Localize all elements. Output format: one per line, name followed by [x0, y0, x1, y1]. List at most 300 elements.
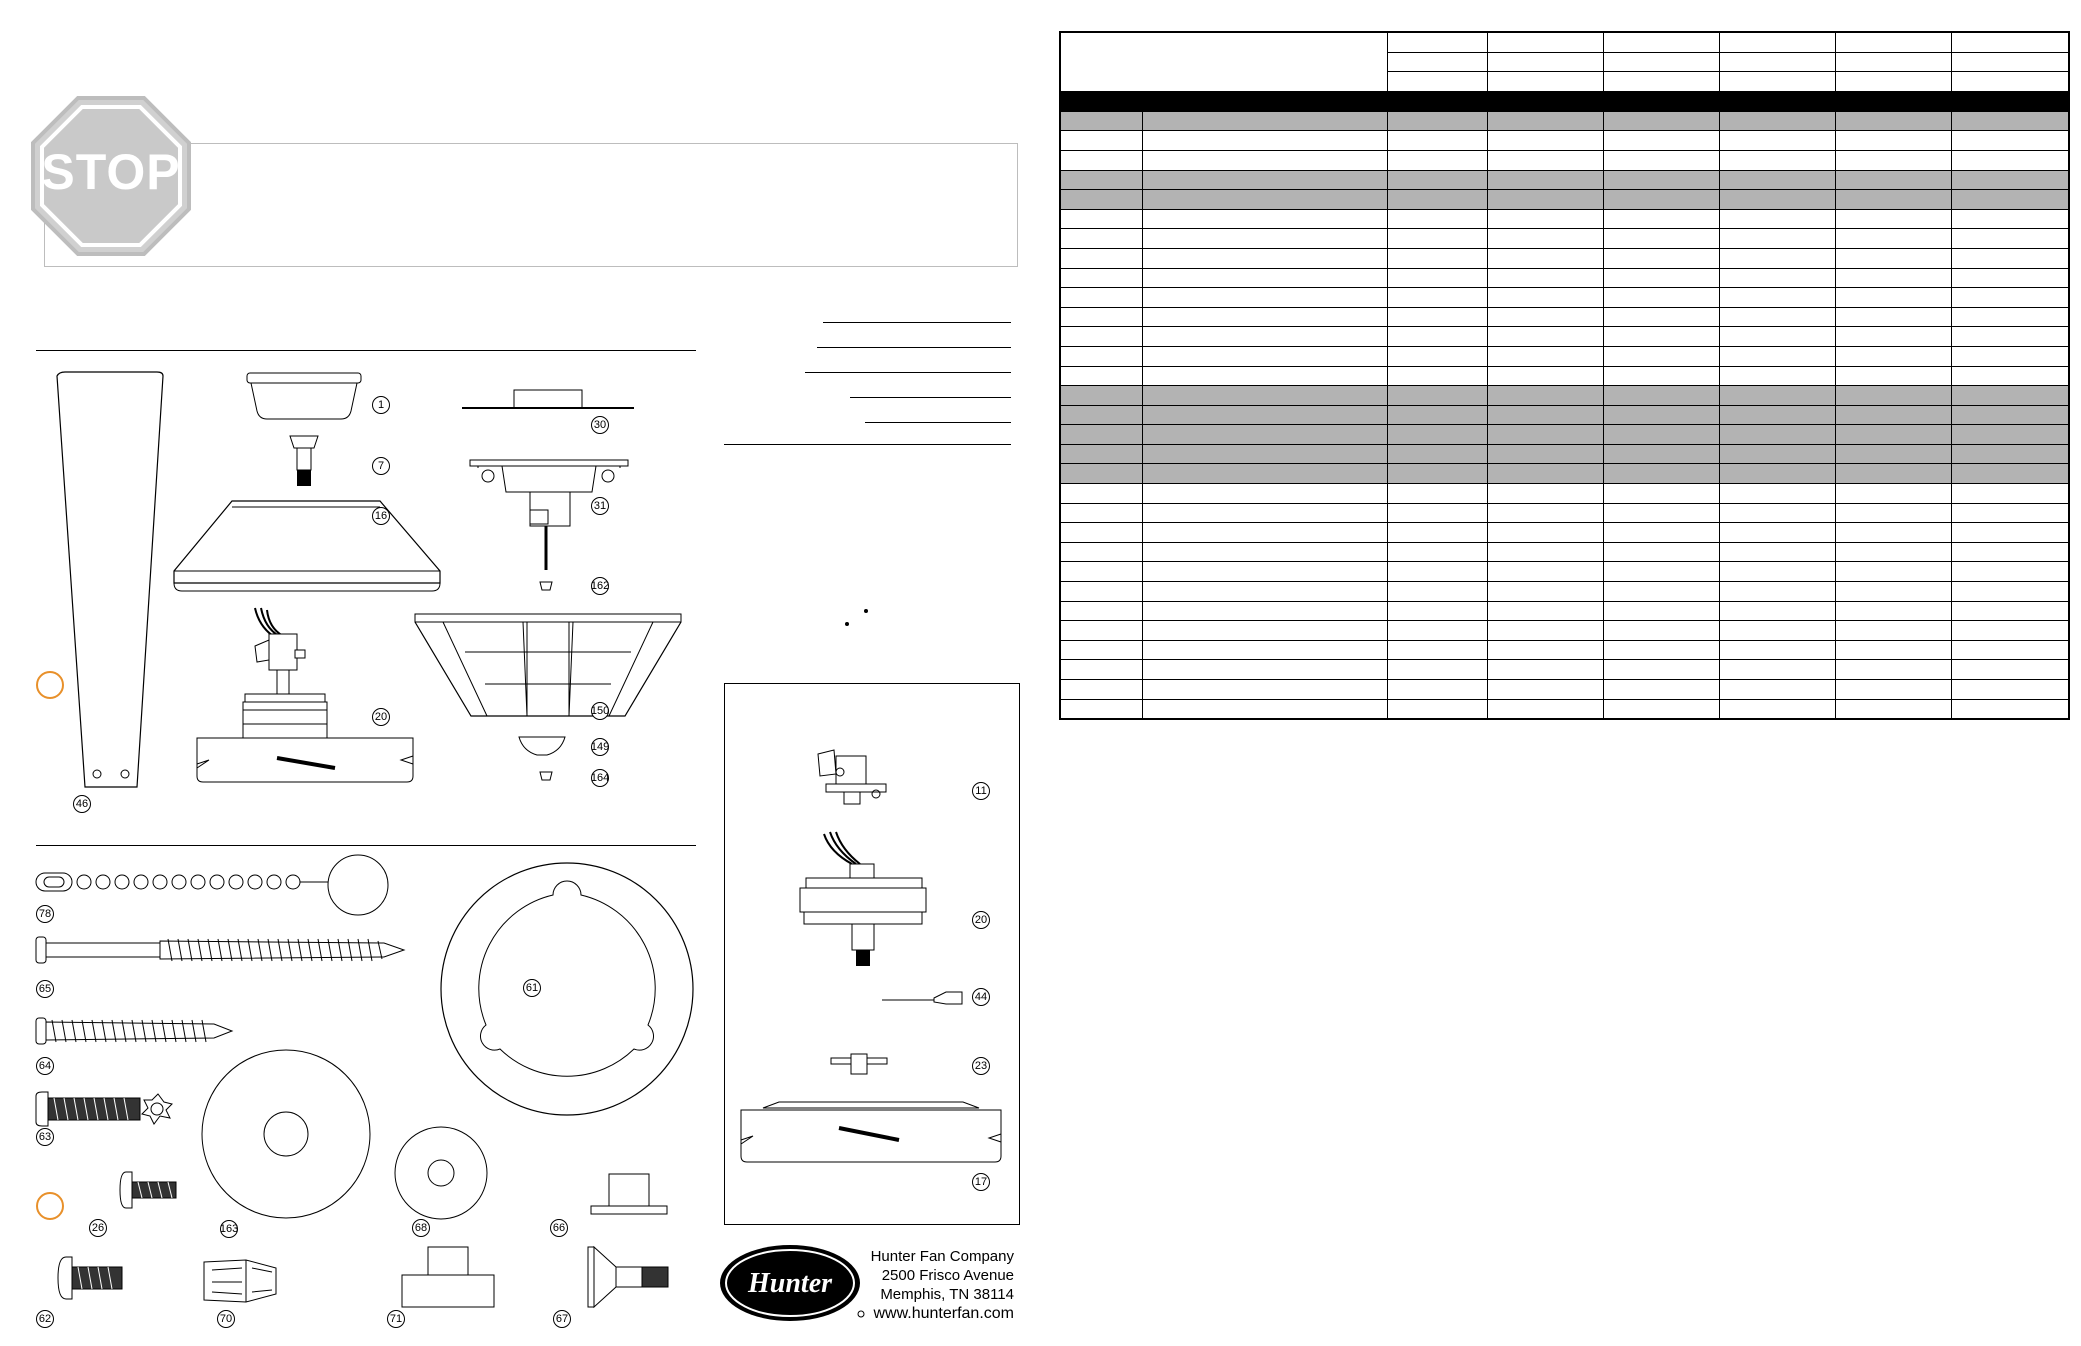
blank-line — [724, 444, 1011, 445]
table-row — [1060, 346, 2069, 366]
table-cell — [1060, 386, 1142, 406]
callout-78: 78 — [36, 905, 54, 923]
table-cell — [1719, 660, 1835, 680]
table-cell — [1951, 346, 2069, 366]
table-cell — [1951, 405, 2069, 425]
callout-67: 67 — [553, 1310, 571, 1328]
table-row — [1060, 523, 2069, 543]
callout-70: 70 — [217, 1310, 235, 1328]
table-cell — [1603, 699, 1719, 719]
callout-7: 7 — [372, 457, 390, 475]
table-cell — [1603, 268, 1719, 288]
table-cell — [1487, 621, 1603, 641]
table-cell — [1060, 660, 1142, 680]
callout-65: 65 — [36, 980, 54, 998]
table-cell — [1387, 327, 1487, 347]
table-cell — [1060, 366, 1142, 386]
table-cell — [1603, 131, 1719, 151]
table-cell — [1719, 484, 1835, 504]
callout-1: 1 — [372, 396, 390, 414]
table-cell — [1487, 542, 1603, 562]
table-cell — [1719, 503, 1835, 523]
table-cell — [1060, 582, 1142, 602]
coupler-illustration — [286, 434, 322, 490]
table-cell — [1060, 209, 1142, 229]
table-cell — [1603, 307, 1719, 327]
table-cell — [1603, 562, 1719, 582]
table-cell — [1142, 150, 1387, 170]
callout-63: 63 — [36, 1128, 54, 1146]
screw-26-illustration — [118, 1170, 178, 1210]
motor-illustration — [796, 830, 932, 986]
table-row — [1060, 660, 2069, 680]
table-cell — [1142, 523, 1387, 543]
ceiling-plate-illustration — [468, 458, 630, 574]
table-cell — [1487, 170, 1603, 190]
table-header-cell — [1487, 52, 1603, 72]
table-cell — [1603, 425, 1719, 445]
table-cell — [1142, 582, 1387, 602]
light-switch-cap-illustration — [538, 580, 554, 592]
table-cell — [1719, 248, 1835, 268]
table-header-cell — [1603, 52, 1719, 72]
table-cell — [1603, 405, 1719, 425]
table-cell — [1142, 699, 1387, 719]
table-header-cell — [1487, 72, 1603, 92]
table-cell — [1835, 386, 1951, 406]
table-cell — [1951, 425, 2069, 445]
table-cell — [1835, 582, 1951, 602]
table-header-cell — [1387, 72, 1487, 92]
callout-23: 23 — [972, 1057, 990, 1075]
callout-30: 30 — [591, 416, 609, 434]
table-cell — [1487, 680, 1603, 700]
table-cell — [1387, 562, 1487, 582]
table-header-cell — [1060, 32, 1387, 91]
callout-68: 68 — [412, 1219, 430, 1237]
table-cell — [1719, 601, 1835, 621]
table-header-cell — [1951, 72, 2069, 92]
table-header-cell — [1835, 72, 1951, 92]
wood-screw-short-illustration — [34, 1016, 234, 1046]
table-cell — [1951, 444, 2069, 464]
callout-164: 164 — [591, 769, 609, 787]
table-cell — [1835, 346, 1951, 366]
table-row — [1060, 386, 2069, 406]
table-row — [1060, 111, 2069, 131]
company-website[interactable]: www.hunterfan.com — [873, 1305, 1014, 1322]
table-cell — [1387, 640, 1487, 660]
bushing-66-illustration — [589, 1172, 669, 1216]
table-cell — [1060, 464, 1142, 484]
blank-line — [817, 347, 1011, 348]
table-cell — [1060, 542, 1142, 562]
table-cell — [1142, 386, 1387, 406]
table-cell — [1487, 366, 1603, 386]
table-cell — [1487, 425, 1603, 445]
dot-mark — [845, 622, 849, 626]
table-row — [1060, 307, 2069, 327]
table-cell — [1835, 150, 1951, 170]
table-row — [1060, 503, 2069, 523]
table-cell — [1487, 582, 1603, 602]
table-header-cell — [1603, 72, 1719, 92]
table-cell — [1951, 248, 2069, 268]
table-cell — [1060, 190, 1142, 210]
table-cell — [1142, 660, 1387, 680]
table-row — [1060, 562, 2069, 582]
wire-nut-illustration — [202, 1258, 278, 1304]
table-cell — [1060, 680, 1142, 700]
table-cell — [1719, 582, 1835, 602]
table-cell — [1487, 268, 1603, 288]
table-cell — [1060, 111, 1142, 131]
table-cell — [1951, 601, 2069, 621]
table-cell — [1951, 542, 2069, 562]
callout-20: 20 — [372, 708, 390, 726]
table-cell — [1951, 170, 2069, 190]
table-cell — [1387, 111, 1487, 131]
table-cell — [1060, 621, 1142, 641]
table-cell — [1387, 660, 1487, 680]
table-cell — [1603, 484, 1719, 504]
callout-71: 71 — [387, 1310, 405, 1328]
table-cell — [1719, 190, 1835, 210]
table-cell — [1487, 640, 1603, 660]
mounting-bracket-illustration — [460, 388, 636, 414]
table-cell — [1487, 307, 1603, 327]
table-cell — [1719, 111, 1835, 131]
table-row — [1060, 268, 2069, 288]
table-cell — [1142, 621, 1387, 641]
table-cell — [1142, 405, 1387, 425]
table-row — [1060, 170, 2069, 190]
table-header-cell — [1835, 52, 1951, 72]
callout-11: 11 — [972, 782, 990, 800]
table-cell — [1719, 405, 1835, 425]
table-row — [1060, 150, 2069, 170]
table-cell — [1951, 268, 2069, 288]
table-cell — [1603, 660, 1719, 680]
table-cell — [1835, 640, 1951, 660]
table-cell — [1835, 190, 1951, 210]
table-cell — [1603, 327, 1719, 347]
table-cell — [1835, 288, 1951, 308]
table-cell — [1387, 307, 1487, 327]
table-cell — [1387, 229, 1487, 249]
table-row — [1060, 209, 2069, 229]
callout-17: 17 — [972, 1173, 990, 1191]
table-cell — [1142, 640, 1387, 660]
table-cell — [1387, 523, 1487, 543]
table-cell — [1835, 248, 1951, 268]
table-cell — [1603, 248, 1719, 268]
table-cell — [1951, 523, 2069, 543]
table-cell — [1142, 248, 1387, 268]
callout-62: 62 — [36, 1310, 54, 1328]
table-cell — [1719, 523, 1835, 543]
table-cell — [1487, 386, 1603, 406]
table-cell — [1719, 699, 1835, 719]
table-cell — [1951, 190, 2069, 210]
table-row — [1060, 484, 2069, 504]
table-cell — [1603, 582, 1719, 602]
table-row — [1060, 621, 2069, 641]
table-cell — [1719, 386, 1835, 406]
blade-illustration — [55, 372, 167, 792]
table-cell — [1060, 307, 1142, 327]
table-cell — [1142, 307, 1387, 327]
table-cell — [1951, 131, 2069, 151]
table-cell — [1835, 523, 1951, 543]
table-cell — [1487, 484, 1603, 504]
table-cell — [1951, 640, 2069, 660]
table-cell — [1719, 131, 1835, 151]
table-section-bar-cell — [1060, 91, 2069, 111]
table-header-cell — [1719, 72, 1835, 92]
stop-sign-text: STOP — [41, 144, 181, 200]
dot-mark — [864, 609, 868, 613]
table-cell — [1951, 484, 2069, 504]
company-name: Hunter Fan Company — [870, 1248, 1014, 1265]
table-cell — [1487, 562, 1603, 582]
table-cell — [1387, 582, 1487, 602]
company-address — [860, 1247, 1014, 1323]
table-cell — [1719, 444, 1835, 464]
table-cell — [1387, 131, 1487, 151]
table-cell — [1142, 327, 1387, 347]
table-cell — [1835, 660, 1951, 680]
table-cell — [1060, 170, 1142, 190]
orange-marker — [36, 1192, 64, 1220]
table-cell — [1719, 307, 1835, 327]
table-cell — [1387, 680, 1487, 700]
table-cell — [1603, 640, 1719, 660]
table-cell — [1387, 601, 1487, 621]
table-cell — [1487, 503, 1603, 523]
table-cell — [1142, 444, 1387, 464]
switch-housing-illustration — [816, 748, 896, 806]
table-cell — [1603, 288, 1719, 308]
table-row — [1060, 542, 2069, 562]
table-cell — [1487, 601, 1603, 621]
table-cell — [1951, 503, 2069, 523]
table-cell — [1835, 425, 1951, 445]
table-cell — [1951, 621, 2069, 641]
table-cell — [1487, 111, 1603, 131]
table-cell — [1387, 386, 1487, 406]
table-cell — [1142, 346, 1387, 366]
table-cell — [1603, 346, 1719, 366]
table-cell — [1835, 111, 1951, 131]
table-cell — [1719, 680, 1835, 700]
callout-46: 46 — [73, 795, 91, 813]
ceiling-ring-illustration — [438, 860, 696, 1118]
table-cell — [1387, 190, 1487, 210]
table-header-cell — [1719, 32, 1835, 52]
table-cell — [1060, 562, 1142, 582]
table-cell — [1387, 699, 1487, 719]
table-cell — [1603, 229, 1719, 249]
table-cell — [1603, 150, 1719, 170]
table-cell — [1603, 464, 1719, 484]
callout-16: 16 — [372, 507, 390, 525]
table-cell — [1835, 229, 1951, 249]
table-cell — [1060, 699, 1142, 719]
table-cell — [1835, 484, 1951, 504]
table-cell — [1835, 131, 1951, 151]
table-header-cell — [1835, 32, 1951, 52]
callout-44: 44 — [972, 988, 990, 1006]
table-cell — [1487, 209, 1603, 229]
wood-screw-long-illustration — [34, 935, 406, 965]
table-cell — [1603, 386, 1719, 406]
flat-head-screw-illustration — [586, 1245, 670, 1309]
table-cell — [1060, 484, 1142, 504]
table-cell — [1719, 170, 1835, 190]
table-row — [1060, 444, 2069, 464]
table-cell — [1060, 523, 1142, 543]
table-cell — [1951, 582, 2069, 602]
table-row — [1060, 425, 2069, 445]
table-cell — [1603, 680, 1719, 700]
table-row — [1060, 582, 2069, 602]
table-cell — [1835, 444, 1951, 464]
table-cell — [1060, 288, 1142, 308]
table-row — [1060, 229, 2069, 249]
table-cell — [1603, 190, 1719, 210]
table-cell — [1951, 386, 2069, 406]
switch-cap-illustration — [538, 770, 554, 782]
callout-163: 163 — [220, 1220, 238, 1238]
table-cell — [1142, 601, 1387, 621]
wire-lead-illustration — [880, 988, 964, 1008]
table-row — [1060, 248, 2069, 268]
table-cell — [1835, 307, 1951, 327]
table-cell — [1487, 327, 1603, 347]
table-row — [1060, 131, 2069, 151]
parts-table-body — [1060, 32, 2069, 719]
table-cell — [1951, 111, 2069, 131]
company-street: 2500 Frisco Avenue — [881, 1267, 1014, 1284]
table-cell — [1142, 464, 1387, 484]
table-cell — [1951, 288, 2069, 308]
table-cell — [1951, 229, 2069, 249]
table-cell — [1387, 425, 1487, 445]
canopy-cover-illustration — [245, 371, 365, 423]
table-row — [1060, 699, 2069, 719]
table-cell — [1951, 680, 2069, 700]
machine-screw-with-washer-illustration — [34, 1090, 174, 1130]
table-cell — [1487, 190, 1603, 210]
table-cell — [1060, 405, 1142, 425]
table-cell — [1835, 601, 1951, 621]
table-cell — [1951, 464, 2069, 484]
table-cell — [1719, 366, 1835, 386]
table-row — [1060, 327, 2069, 347]
table-cell — [1142, 680, 1387, 700]
table-cell — [1142, 229, 1387, 249]
light-kit-illustration — [413, 612, 683, 720]
table-cell — [1387, 288, 1487, 308]
table-cell — [1487, 150, 1603, 170]
table-header-cell — [1387, 32, 1487, 52]
table-cell — [1387, 150, 1487, 170]
table-row — [1060, 601, 2069, 621]
callout-64: 64 — [36, 1057, 54, 1075]
finial-illustration — [517, 735, 567, 759]
table-cell — [1719, 150, 1835, 170]
table-cell — [1387, 346, 1487, 366]
callout-20: 20 — [972, 911, 990, 929]
table-cell — [1951, 366, 2069, 386]
table-cell — [1387, 170, 1487, 190]
table-cell — [1387, 444, 1487, 464]
callout-61: 61 — [523, 979, 541, 997]
housing-cover-illustration — [168, 499, 446, 595]
switch-plate-illustration — [829, 1052, 889, 1078]
table-cell — [1719, 346, 1835, 366]
table-cell — [1719, 562, 1835, 582]
table-cell — [1487, 405, 1603, 425]
company-city: Memphis, TN 38114 — [880, 1286, 1014, 1303]
svg-text:Hunter: Hunter — [747, 1268, 833, 1299]
table-cell — [1835, 170, 1951, 190]
table-cell — [1719, 268, 1835, 288]
table-cell — [1951, 660, 2069, 680]
table-cell — [1835, 503, 1951, 523]
blank-line — [805, 372, 1011, 373]
table-cell — [1060, 327, 1142, 347]
table-header-cell — [1487, 32, 1603, 52]
table-row — [1060, 190, 2069, 210]
table-cell — [1387, 464, 1487, 484]
table-cell — [1951, 307, 2069, 327]
table-cell — [1142, 131, 1387, 151]
table-cell — [1142, 503, 1387, 523]
table-cell — [1603, 170, 1719, 190]
table-row — [1060, 366, 2069, 386]
table-cell — [1387, 366, 1487, 386]
table-cell — [1387, 503, 1487, 523]
section-rule-hardware — [36, 845, 696, 846]
table-cell — [1487, 131, 1603, 151]
table-cell — [1719, 327, 1835, 347]
table-cell — [1951, 327, 2069, 347]
table-cell — [1835, 680, 1951, 700]
table-cell — [1603, 523, 1719, 543]
table-cell — [1603, 111, 1719, 131]
table-cell — [1142, 562, 1387, 582]
table-cell — [1603, 542, 1719, 562]
table-cell — [1387, 621, 1487, 641]
table-cell — [1142, 209, 1387, 229]
table-cell — [1487, 444, 1603, 464]
table-cell — [1060, 640, 1142, 660]
callout-162: 162 — [591, 577, 609, 595]
table-cell — [1719, 542, 1835, 562]
table-cell — [1719, 464, 1835, 484]
table-row — [1060, 405, 2069, 425]
table-cell — [1487, 346, 1603, 366]
bushing-71-illustration — [400, 1245, 496, 1309]
table-section-bar — [1060, 91, 2069, 111]
motor-housing-illustration — [739, 1100, 1003, 1164]
table-cell — [1487, 464, 1603, 484]
table-cell — [1719, 209, 1835, 229]
table-cell — [1060, 248, 1142, 268]
table-row — [1060, 640, 2069, 660]
